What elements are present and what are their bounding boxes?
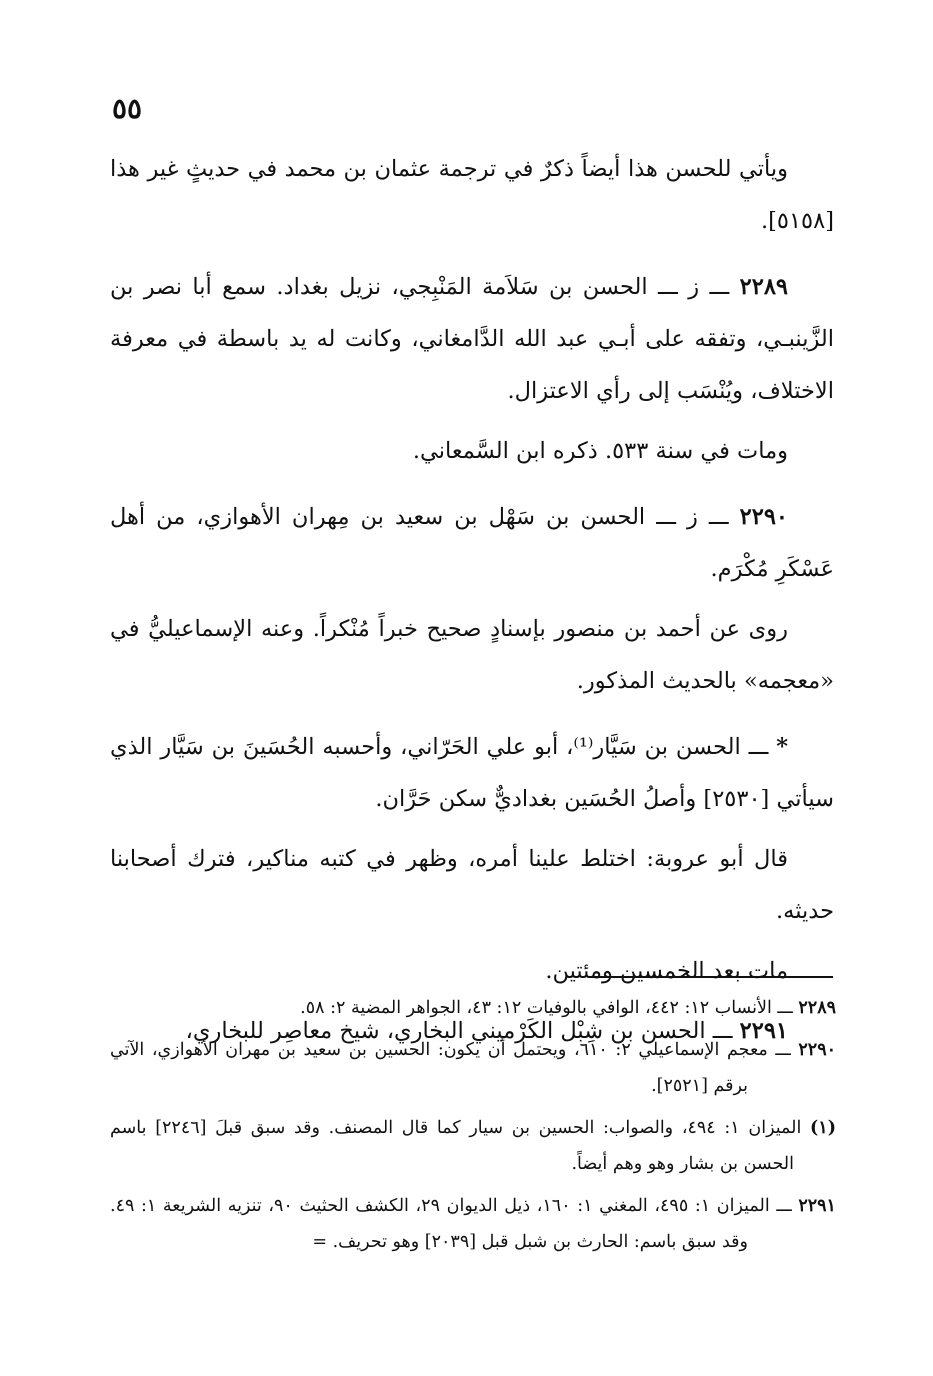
footnote-text: ـــ الأنساب ١٢: ٤٤٢، الوافي بالوفيات ١٢: ٤٣، الجواهر المضية ٢: ٥٨. <box>300 998 793 1018</box>
entry-2289-death <box>110 425 834 477</box>
footnote-2290 <box>110 1032 836 1104</box>
footnote-text: ـــ معجم الإسماعيلي ٢: ٦١٠، ويحتمل أن يكون: الحسين بن سعيد بن مهران الأهوازي، الآتي برقم [٢٥٢١]. <box>110 1040 791 1096</box>
paragraph-intro <box>110 143 834 247</box>
entry-number: ٢٢٩٠ <box>739 504 788 530</box>
abu-aruba-text: قال أبو عروبة: اختلط علينا أمره، وظهر في كتبه مناكير، فترك أصحابنا حديثه. <box>110 846 834 924</box>
footnote-label: ٢٢٩١ <box>798 1196 836 1216</box>
entry-2290 <box>110 491 834 595</box>
entry-riwaya-text: روى عن أحمد بن منصور بإسنادٍ صحيح خبراً مُنْكراً. وعنه الإسماعيليُّ في «معجمه» بالحديث المذكور. <box>110 616 834 694</box>
footnote-text: ـــ الميزان ١: ٤٩٥، المغني ١: ١٦٠، ذيل الديوان ٢٩، الكشف الحثيث ٩٠، تنزيه الشريعة ١: ٤٩. وقد سبق باسم: الحارث بن شبل قبل [٢٠٣٩] وهو تحريف. = <box>110 1196 792 1252</box>
footnote-2291 <box>110 1188 836 1260</box>
entry-number: ٢٢٩١ <box>739 1018 788 1044</box>
footnote-2289 <box>110 990 836 1026</box>
entry-star <box>110 721 834 825</box>
entry-2290-riwaya <box>110 603 834 707</box>
star-marker: * <box>776 734 788 760</box>
entry-death-text: مات بعد الخمسين ومئتين. <box>545 958 788 984</box>
footnote-text: الميزان ١: ٤٩٤، والصواب: الحسين بن سيار كما قال المصنف. وقد سبق قبلَ [٢٢٤٦] باسم الحسن بن بشار وهو وهم أيضاً. <box>110 1118 802 1174</box>
footnotes <box>110 990 836 1266</box>
footnote-label: ٢٢٨٩ <box>798 998 836 1018</box>
entry-death-text: ومات في سنة ٥٣٣. ذكره ابن السَّمعاني. <box>412 438 788 464</box>
entry-number: ٢٢٨٩ <box>739 274 788 300</box>
entry-text: ـــ ز ـــ الحسن بن سَهْل بن سعيد بن مِهران الأهوازي، من أهل عَسْكَرِ مُكْرَم. <box>110 504 834 582</box>
footnote-label: (١) <box>810 1118 836 1138</box>
entry-text: ـــ ز ـــ الحسن بن سَلاَمة المَنْبِجي، نزيل بغداد. سمع أبا نصر بن الزَّينبـي، وتفقه على أبـي عبد الله الدَّامغاني، وكانت له يد باسطة في معرفة الاختلاف، ويُنْسَب إلى رأي الاعتزال. <box>110 274 834 404</box>
entry-2289 <box>110 261 834 417</box>
entry-text: ـــ الحسن بن شِبْل الكَرْميني البخاري، شيخ معاصِر للبخاري، <box>185 1018 733 1044</box>
footnote-1 <box>110 1110 836 1182</box>
paragraph-intro-text: ويأتي للحسن هذا أيضاً ذكرٌ في ترجمة عثمان بن محمد في حديثٍ غير هذا [٥١٥٨]. <box>110 156 834 234</box>
entry-text: ـــ الحسن بن سَيَّار⁽¹⁾، أبو علي الحَرّاني، وأحسبه الحُسَينَ بن سَيَّار الذي سيأتي [٢٥٣٠] وأصلُ الحُسَين بغداديٌّ سكن حَرَّان. <box>110 734 834 812</box>
entry-star-abu-aruba <box>110 833 834 937</box>
footnote-divider <box>590 976 833 978</box>
main-text <box>110 143 834 1071</box>
page-number: ٥٥ <box>112 92 143 125</box>
footnote-label: ٢٢٩٠ <box>798 1040 836 1060</box>
